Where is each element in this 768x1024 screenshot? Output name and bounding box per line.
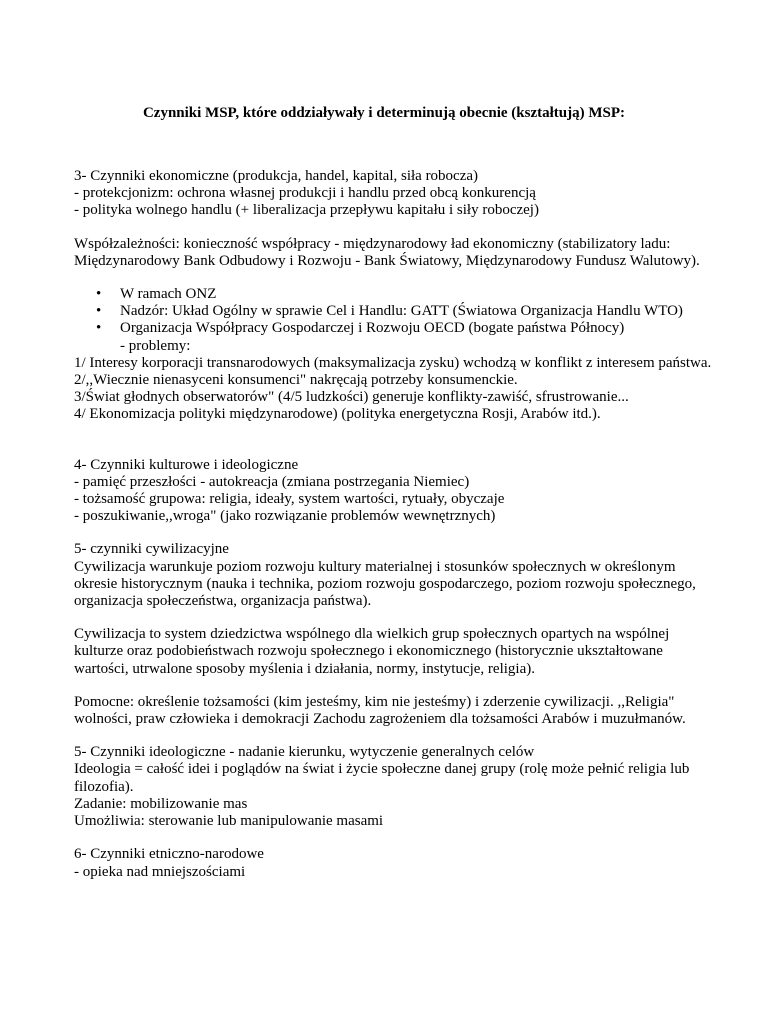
list-item: - protekcjonizm: ochrona własnej produkcji i handlu przed obcą konkurencją <box>74 185 536 202</box>
section-5-civilizational-heading: 5- czynniki cywilizacyjne <box>74 541 229 558</box>
paragraph: Zadanie: mobilizowanie mas <box>74 795 248 812</box>
document-body <box>74 168 714 881</box>
problem-item: 4/ Ekonomizacja polityki międzynarodowe) (polityka energetyczna Rosji, Arabów itd.). <box>74 406 601 423</box>
interdependence-paragraph: Współzależności: konieczność współpracy - międzynarodowy ład ekonomiczny (stabilizatory ladu: Międzynarodowy Bank Odbudowy i Rozwoju - Bank Światowy, Międzynarodowy Fundusz Walutowy). <box>74 235 700 269</box>
list-item: - opieka nad mniejszościami <box>74 863 246 880</box>
bullet-list <box>74 286 714 338</box>
bullet-item: • W ramach ONZ <box>74 286 714 303</box>
list-item: - pamięć przeszłości - autokreacja (zmiana postrzegania Niemiec) <box>74 473 470 490</box>
paragraph: Umożliwia: sterowanie lub manipulowanie masami <box>74 813 384 830</box>
section-6-heading: 6- Czynniki etniczno-narodowe <box>74 846 264 863</box>
list-item: - tożsamość grupowa: religia, ideały, system wartości, rytuały, obyczaje <box>74 491 505 508</box>
list-item: - polityka wolnego handlu (+ liberalizacja przepływu kapitału i siły roboczej) <box>74 202 539 219</box>
paragraph: Ideologia = całość idei i poglądów na świat i życie społeczne danej grupy (rolę może pełnić religia lub filozofia). <box>74 761 690 795</box>
section-3-heading: 3- Czynniki ekonomiczne (produkcja, handel, kapital, siła robocza) <box>74 168 479 184</box>
paragraph: Pomocne: określenie tożsamości (kim jesteśmy, kim nie jesteśmy) i zderzenie cywilizacji. ,,Religia" wolności, praw człowieka i demokracji Zachodu zagrożeniem dla tożsamości Arabów i muzułmanów. <box>74 693 686 728</box>
paragraph: Cywilizacja to system dziedzictwa wspólnego dla wielkich grup społecznych opartych na wspólnej kulturze oraz podobieństwach rozwoju społecznego i ekonomicznego (historycznie ukształtowane wartości, utrwalone sposoby myślenia i działania, normy, instytucje, religia). <box>74 626 670 677</box>
bullet-item: • Nadzór: Układ Ogólny w sprawie Cel i Handlu: GATT (Światowa Organizacja Handlu WTO) <box>74 303 714 320</box>
problem-item: 3/Świat głodnych obserwatorów" (4/5 ludzkości) generuje konflikty-zawiść, sfrustrowanie... <box>74 389 629 406</box>
section-5-ideological-heading: 5- Czynniki ideologiczne - nadanie kierunku, wytyczenie generalnych celów <box>74 744 535 761</box>
page-title: Czynniki MSP, które oddziaływały i determinują obecnie (kształtują) MSP: <box>142 105 626 121</box>
problem-item: 2/,,Wiecznie nienasyceni konsumenci" nakręcają potrzeby konsumenckie. <box>74 372 518 389</box>
paragraph: Cywilizacja warunkuje poziom rozwoju kultury materialnej i stosunków społecznych w określonym okresie historycznym (nauka i technika, poziom rozwoju gospodarczego, poziom rozwoju społecznego, organizacja społeczeństwa, organizacja państwa). <box>74 558 696 610</box>
section-4-heading: 4- Czynniki kulturowe i ideologiczne <box>74 456 299 473</box>
problem-item: 1/ Interesy korporacji transnarodowych (maksymalizacja zysku) wchodzą w konflikt z interesem państwa. <box>74 354 712 371</box>
problems-label: - problemy: <box>120 337 191 354</box>
list-item: - poszukiwanie,,wroga" (jako rozwiązanie problemów wewnętrznych) <box>74 508 496 525</box>
bullet-item: • Organizacja Współpracy Gospodarczej i Rozwoju OECD (bogate państwa Północy) <box>74 320 714 337</box>
